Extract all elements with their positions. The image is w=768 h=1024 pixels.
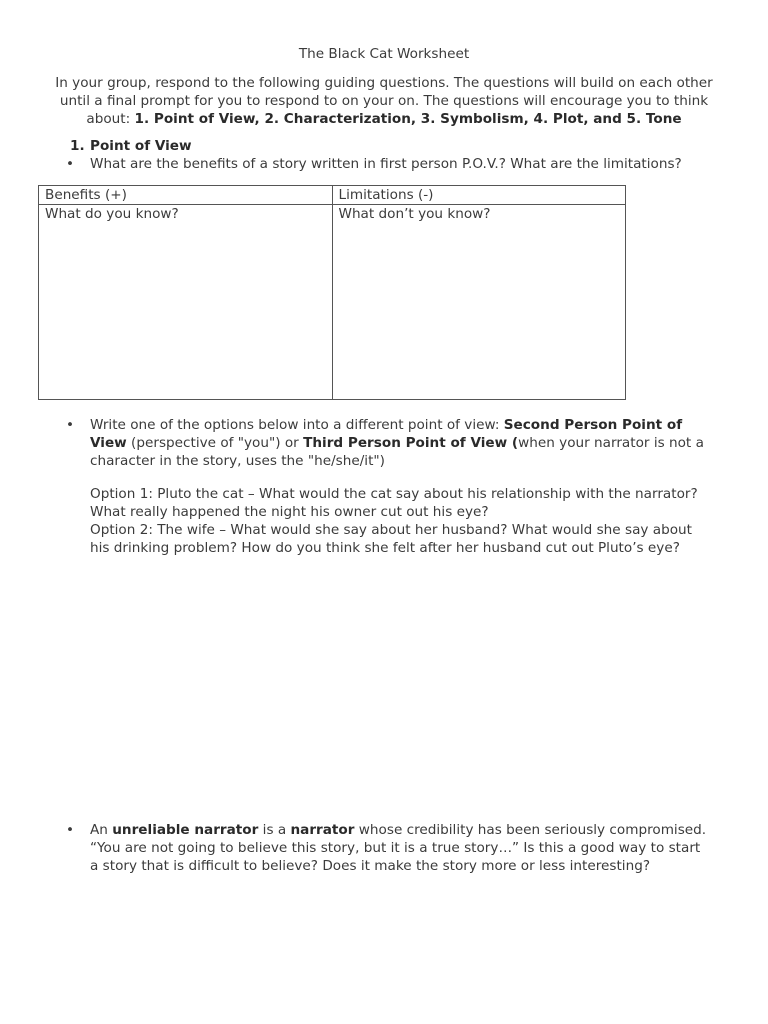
option-2-line-1: Option 2: The wife – What would she say about her husband? What would she say about [90,522,692,538]
table-cell-benefits[interactable]: What do you know? [39,205,333,400]
options-block [90,485,730,557]
section-heading-point-of-view [70,137,192,155]
narrator-line-2: “You are not going to believe this story, but it is a true story…” Is this a good way to start [90,840,701,856]
rewrite-line-2 [90,434,730,452]
rewrite-pov-text [90,416,730,470]
intro-topics: 1. Point of View, 2. Characterization, 3. Symbolism, 4. Plot, and 5. Tone [134,111,682,127]
narrator-text-2: is a [258,822,291,838]
table-cell-limitations[interactable]: What don’t you know? [332,205,626,400]
section-number: 1. [70,138,85,154]
narrator-text-1: An [90,822,113,838]
unreliable-narrator-text [90,821,730,875]
option-1-line-1: Option 1: Pluto the cat – What would the cat say about his relationship with the narrator? [90,486,698,502]
rewrite-bold-second-person: Second Person Point of [503,417,683,433]
option-1-line-2: What really happened the night his owner cut out his eye? [90,504,489,520]
narrator-bold-narrator: narrator [290,822,355,838]
narrator-line-1 [90,821,730,839]
table-header-benefits: Benefits (+) [39,186,333,205]
pov-question-text: What are the benefits of a story written in first person P.O.V.? What are the limitations? [90,156,682,172]
narrator-line-3: a story that is difficult to believe? Does it make the story more or less interesting? [90,858,651,874]
rewrite-text-2: (perspective of "you") or [126,435,304,451]
section-heading-text: Point of View [90,138,192,154]
bullet-dot: • [66,417,75,433]
rewrite-line-3: character in the story, uses the "he/she/it") [90,453,385,469]
benefits-limitations-table [38,185,626,400]
narrator-text-3: whose credibility has been seriously compromised. [354,822,707,838]
rewrite-text-3: when your narrator is not a [518,435,704,451]
option-2-line-2: his drinking problem? How do you think she felt after her husband cut out Pluto’s eye? [90,540,680,556]
rewrite-bold-view: View [90,435,127,451]
rewrite-line-1 [90,416,730,434]
intro-paragraph [40,74,728,128]
intro-line-2: until a final prompt for you to respond to on your on. The questions will encourage you to think [59,93,709,109]
rewrite-bold-third-person: Third Person Point of View ( [303,435,519,451]
worksheet-title: The Black Cat Worksheet [298,46,470,62]
bullet-dot: • [66,156,75,172]
intro-line-3-prefix: about: [86,111,135,127]
intro-line-3 [40,110,728,128]
intro-line-1: In your group, respond to the following guiding questions. The questions will build on each other [55,75,713,91]
narrator-bold-unreliable: unreliable narrator [112,822,259,838]
rewrite-text-1: Write one of the options below into a different point of view: [90,417,504,433]
bullet-dot: • [66,822,75,838]
table-header-limitations: Limitations (-) [332,186,626,205]
